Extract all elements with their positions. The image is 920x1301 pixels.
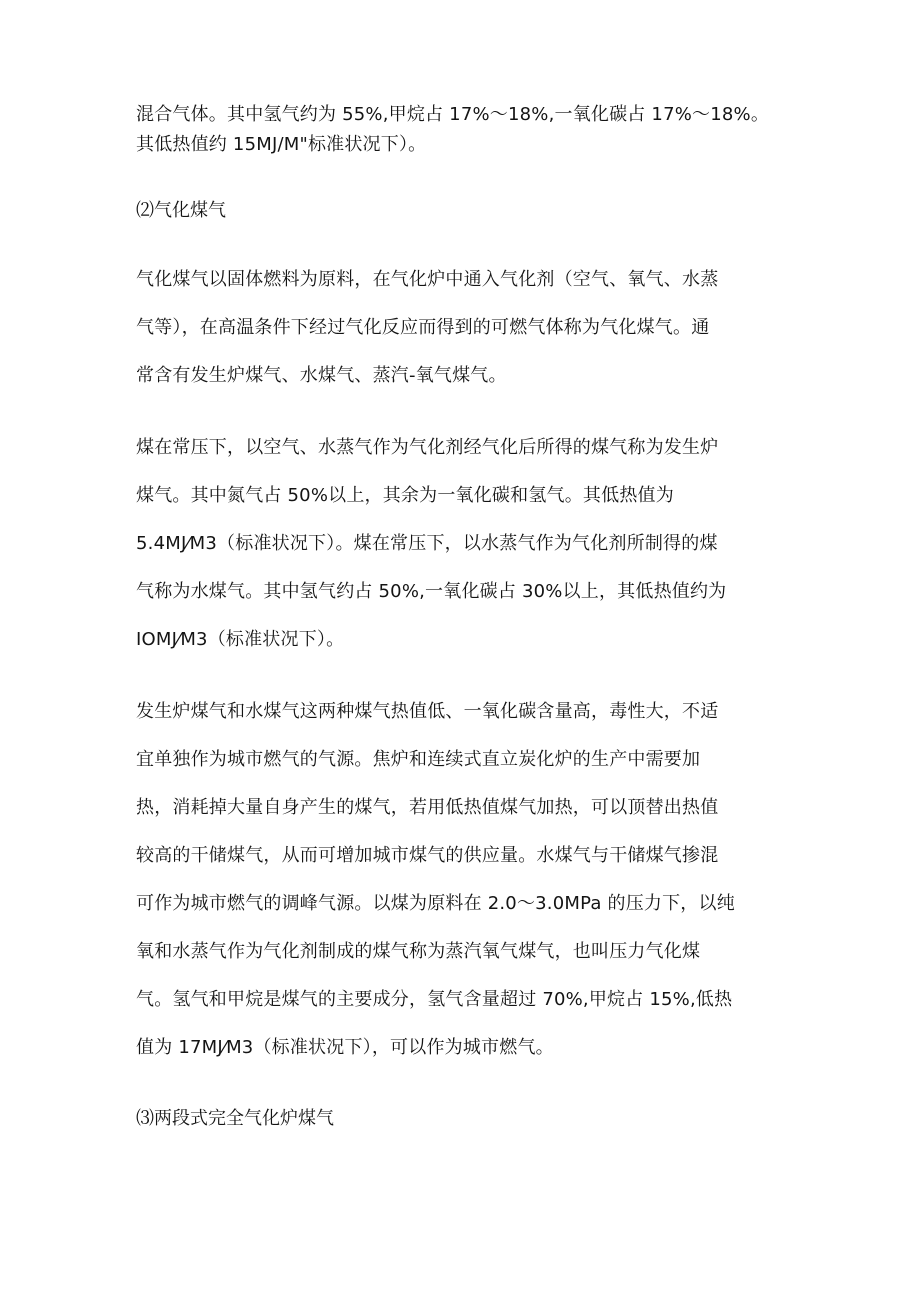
text-line: 常含有发生炉煤气、水煤气、蒸汽-氧气煤气。 (136, 365, 507, 386)
text-line: 宜单独作为城市燃气的气源。焦炉和连续式直立炭化炉的生产中需要加 (136, 749, 701, 770)
section-heading-gasified-gas: ⑵气化煤气 (136, 200, 226, 221)
text-line: 热，消耗掉大量自身产生的煤气，若用低热值煤气加热，可以顶替出热值 (136, 797, 719, 818)
text-line: 煤在常压下，以空气、水蒸气作为气化剂经气化后所得的煤气称为发生炉 (136, 437, 719, 458)
text-line: 气等），在高温条件下经过气化反应而得到的可燃气体称为气化煤气。通 (136, 317, 710, 338)
paragraph-mixed-gas (136, 100, 816, 160)
paragraph-gasified-gas-definition (136, 256, 816, 400)
text-line: IOMJ⁄M3（标准状况下）。 (136, 629, 345, 650)
text-line: 气称为水煤气。其中氢气约占 50%,一氧化碳占 30%以上，其低热值约为 (136, 581, 727, 602)
text-line: 混合气体。其中氢气约为 55%,甲烷占 17%～18%,一氧化碳占 17%～18%。 (136, 104, 770, 125)
text-line: 5.4MJ⁄M3（标准状况下）。煤在常压下，以水蒸气作为气化剂所制得的煤 (136, 533, 718, 554)
text-line: 较高的干储煤气，从而可增加城市煤气的供应量。水煤气与干储煤气掺混 (136, 845, 719, 866)
text-line: 值为 17MJ⁄M3（标准状况下），可以作为城市燃气。 (136, 1037, 554, 1058)
paragraph-producer-and-water-gas (136, 424, 816, 664)
section-heading-two-stage-gasifier: ⑶两段式完全气化炉煤气 (136, 1108, 334, 1129)
text-line: 其低热值约 15MJ/M"标准状况下）。 (136, 134, 427, 155)
text-line: 气。氢气和甲烷是煤气的主要成分，氢气含量超过 70%,甲烷占 15%,低热 (136, 989, 733, 1010)
text-line: 煤气。其中氮气占 50%以上，其余为一氧化碳和氢气。其低热值为 (136, 485, 674, 506)
text-line: 发生炉煤气和水煤气这两种煤气热值低、一氧化碳含量高，毒性大，不适 (136, 701, 719, 722)
paragraph-gas-comparison (136, 688, 816, 1072)
text-line: 气化煤气以固体燃料为原料，在气化炉中通入气化剂（空气、氧气、水蒸 (136, 269, 719, 290)
text-line: 氧和水蒸气作为气化剂制成的煤气称为蒸汽氧气煤气，也叫压力气化煤 (136, 941, 701, 962)
text-line: 可作为城市燃气的调峰气源。以煤为原料在 2.0～3.0MPa 的压力下，以纯 (136, 893, 735, 914)
